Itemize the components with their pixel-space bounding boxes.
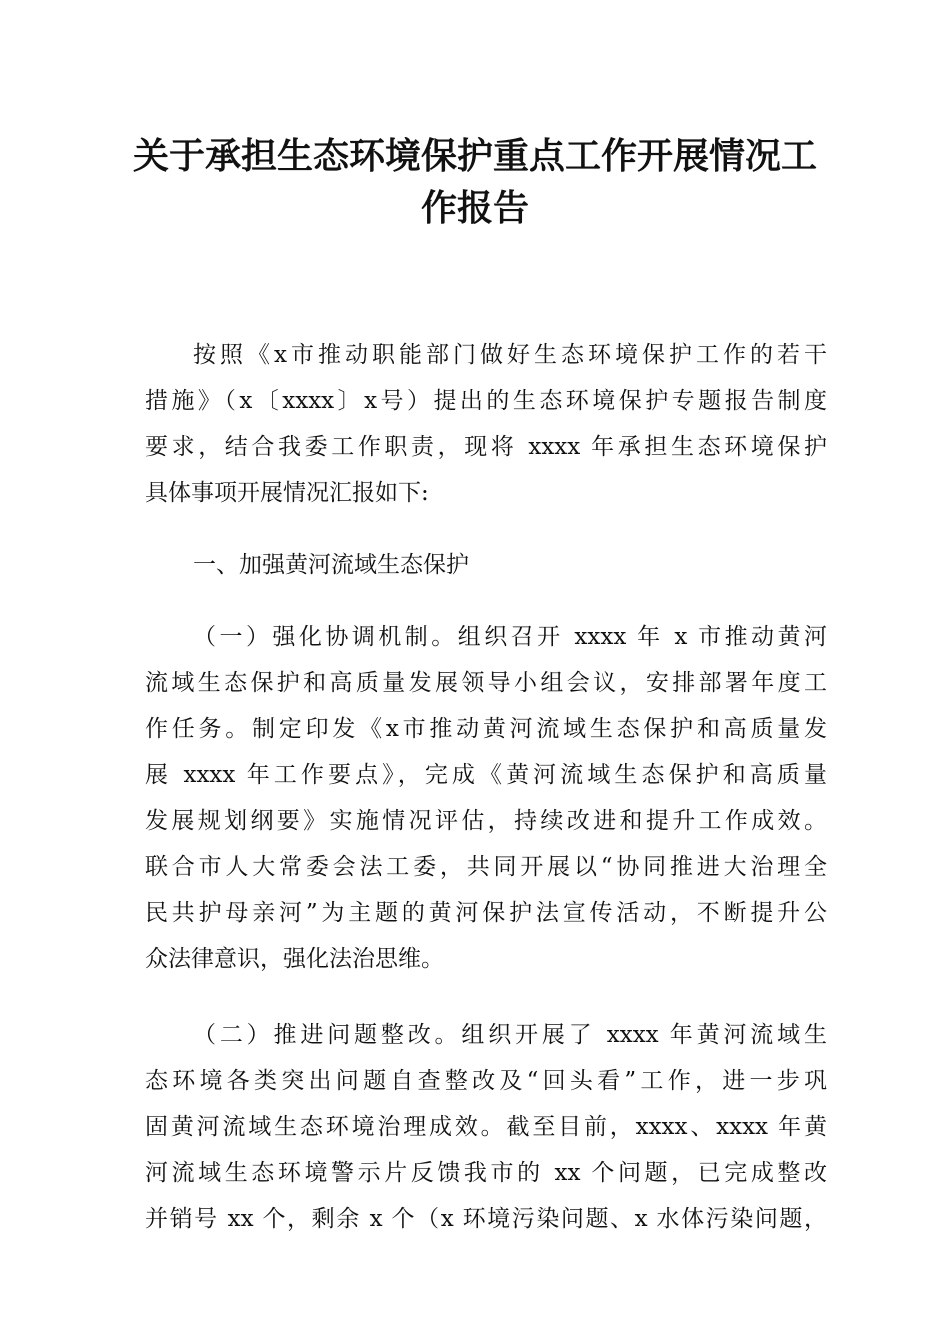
paragraph-line: 流域生态保护和高质量发展领导小组会议，安排部署年度工 [145,670,827,696]
paragraph-line: 作任务。制定印发《x市推动黄河流域生态保护和高质量发 [145,716,827,742]
section-heading-text: 一、加强黄河流域生态保护 [193,552,469,578]
paragraph-line: 展 xxxx 年工作要点》，完成《黄河流域生态保护和高质量 [145,762,827,788]
paragraph-line: 具体事项开展情况汇报如下: [145,480,429,506]
title-line: 关于承担生态环境保护重点工作开展情况工 [132,135,817,177]
document-title [100,130,850,234]
paragraph-line: 联合市人大常委会法工委，共同开展以“协同推进大治理全 [145,854,827,880]
paragraph-line: （二）推进问题整改。组织开展了 xxxx 年黄河流域生 [193,1022,827,1048]
paragraph-line: 固黄河流域生态环境治理成效。截至目前，xxxx、xxxx 年黄 [145,1114,827,1140]
paragraph-line: 措施》（x〔xxxx〕x号）提出的生态环境保护专题报告制度 [145,388,827,414]
paragraph-line: 发展规划纲要》实施情况评估，持续改进和提升工作成效。 [145,808,827,834]
paragraph-line: （一）强化协调机制。组织召开 xxxx 年 x 市推动黄河 [193,624,827,650]
paragraph-line: 河流域生态环境警示片反馈我市的 xx 个问题，已完成整改 [145,1160,827,1186]
title-line: 作报告 [420,187,529,229]
intro-paragraph [145,332,827,516]
paragraph-line: 要求，结合我委工作职责，现将 xxxx 年承担生态环境保护 [145,434,827,460]
paragraph-line: 并销号 xx 个，剩余 x 个（x 环境污染问题、x 水体污染问题， [145,1206,827,1232]
paragraph-line: 态环境各类突出问题自查整改及“回头看”工作，进一步巩 [145,1068,827,1094]
paragraph-line: 民共护母亲河”为主题的黄河保护法宣传活动，不断提升公 [145,900,827,926]
paragraph-coordination [145,614,827,982]
paragraph-line: 按照《x市推动职能部门做好生态环境保护工作的若干 [193,342,827,368]
paragraph-rectification [145,1012,827,1242]
paragraph-line: 众法律意识，强化法治思维。 [145,946,444,972]
section-heading [145,542,827,588]
